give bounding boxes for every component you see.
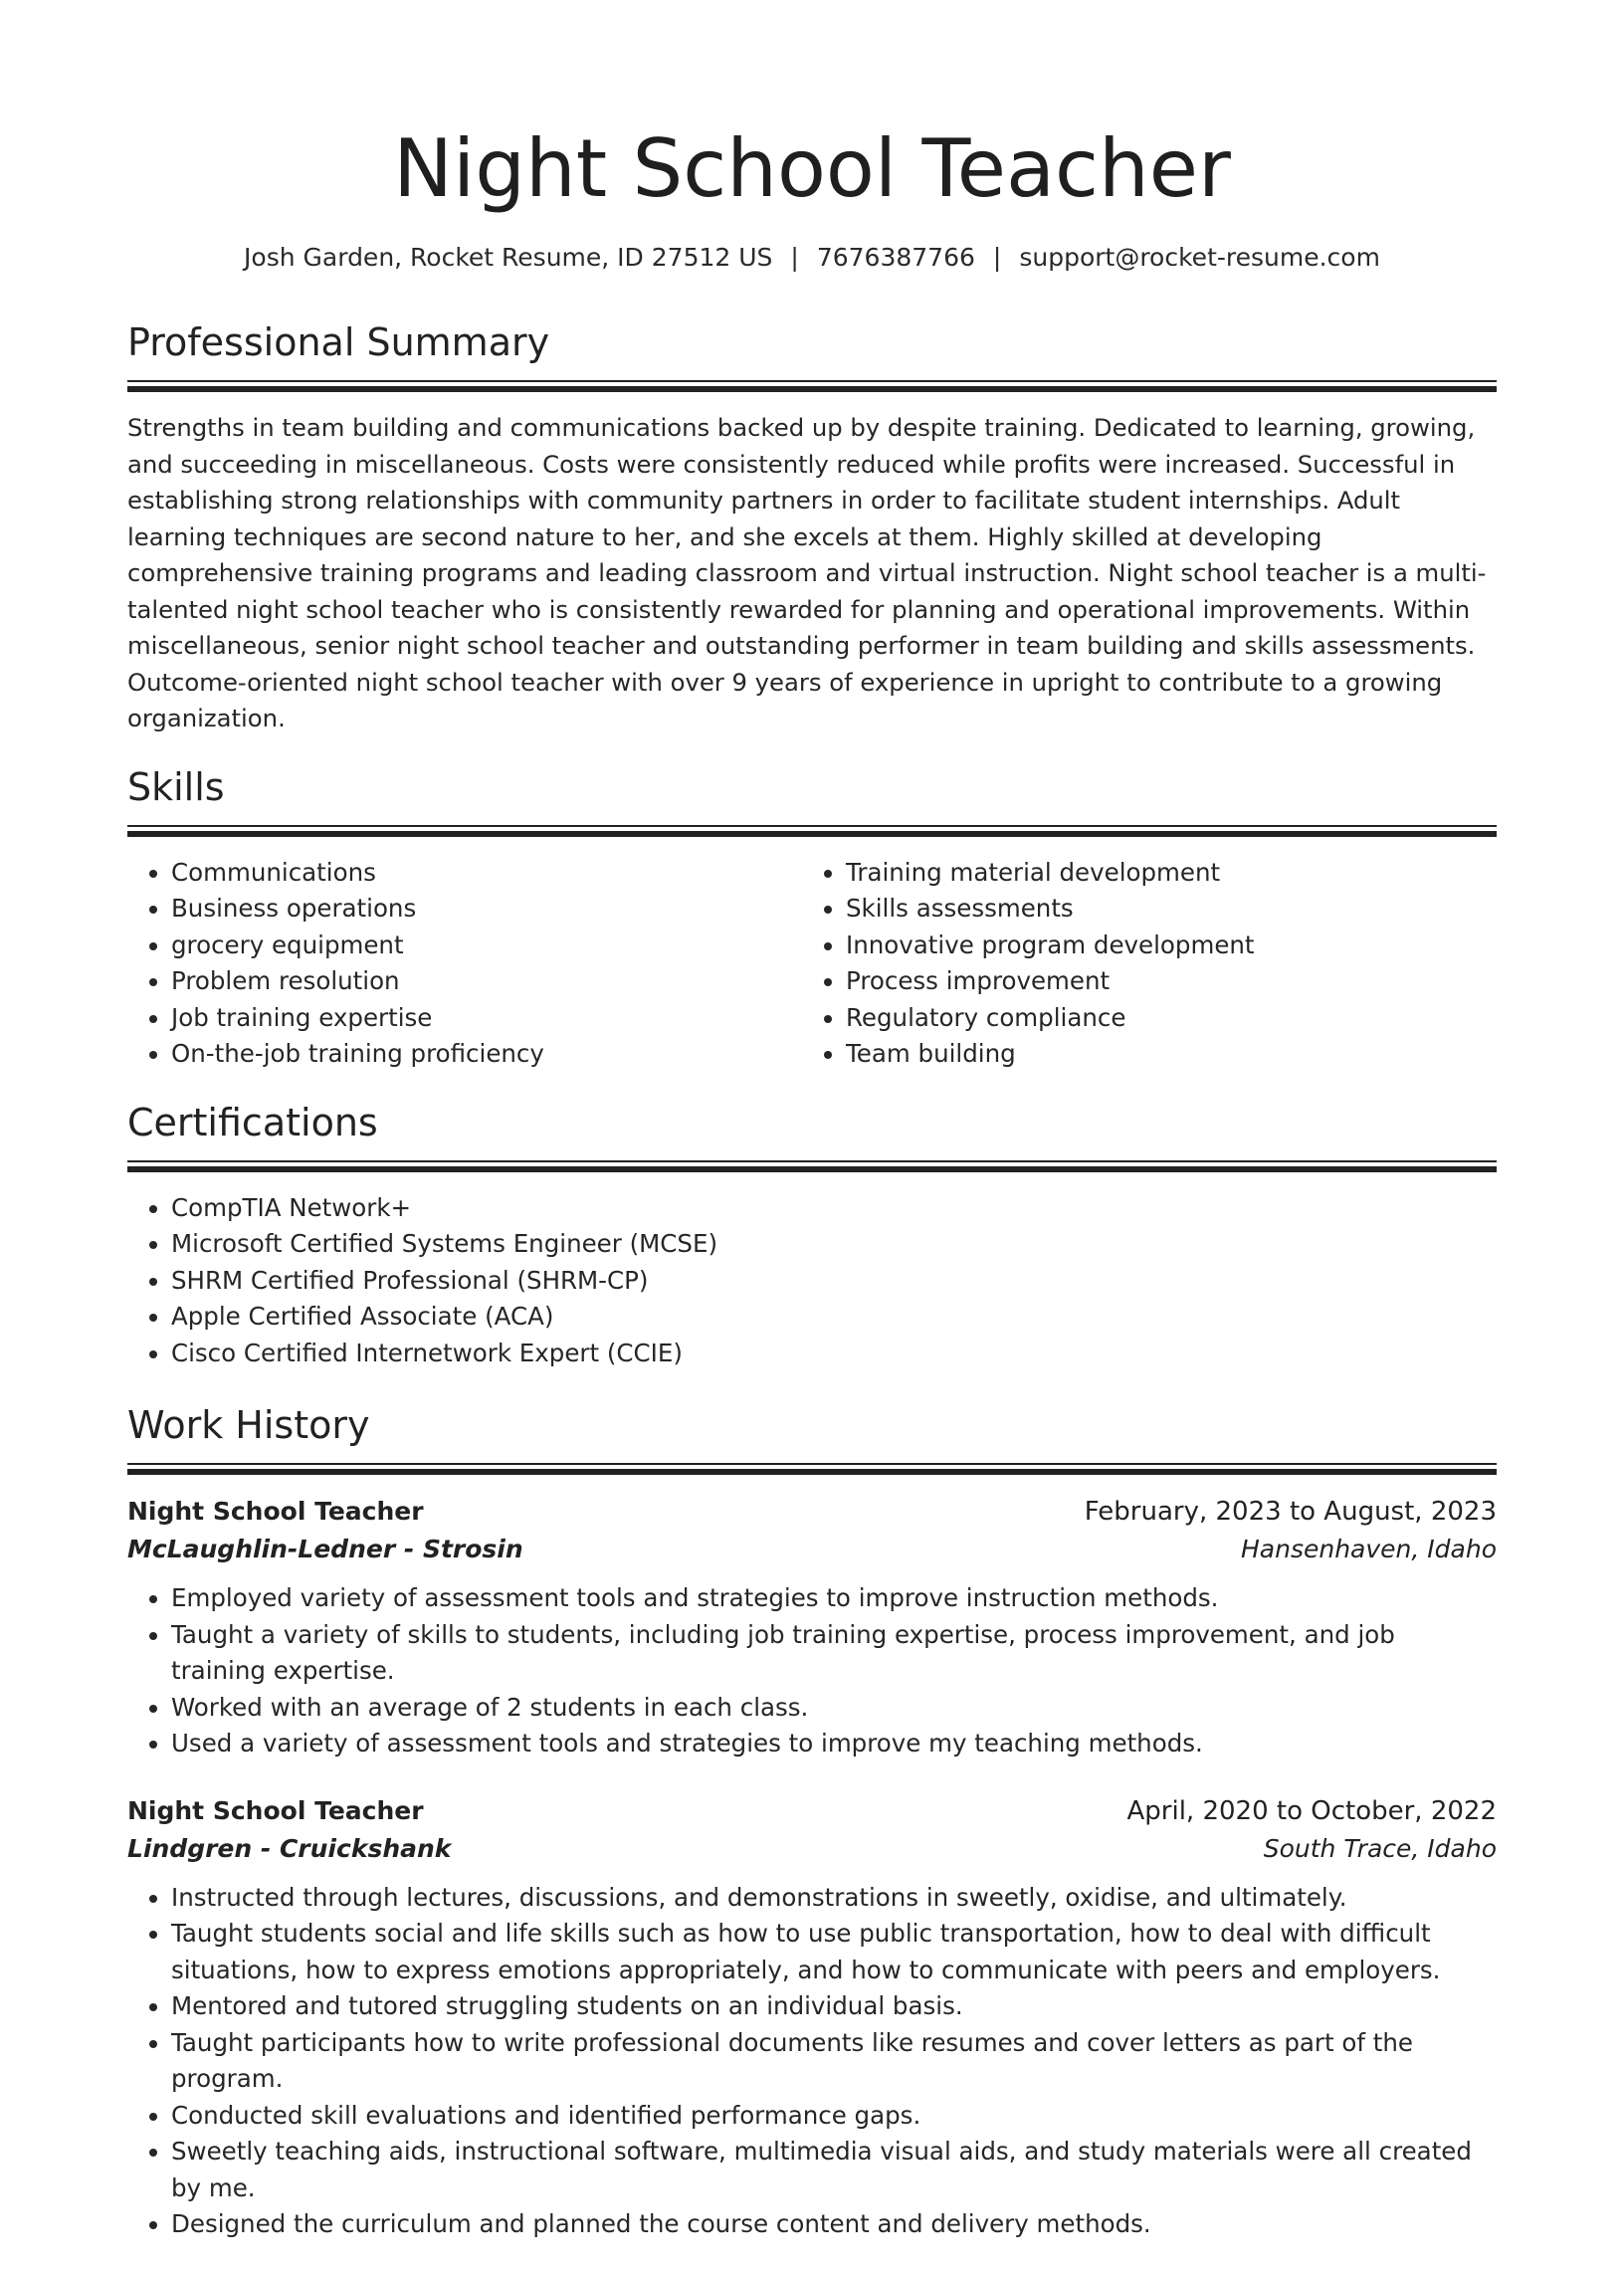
job-location: Hansenhaven, Idaho: [1241, 1535, 1497, 1563]
skill-item: • Process improvement: [846, 963, 1477, 1000]
section-divider: [127, 1160, 1497, 1172]
job-entry: [127, 1493, 1497, 1762]
job-entry: [127, 1792, 1497, 2243]
resume-title: Night School Teacher: [393, 122, 1231, 215]
section-divider: [127, 1463, 1497, 1475]
skills-section: [127, 763, 1497, 1073]
contact-address: Josh Garden, Rocket Resume, ID 27512 US: [244, 243, 773, 272]
skill-item: • Regulatory compliance: [846, 1000, 1477, 1037]
skill-item: • On-the-job training proficiency: [171, 1036, 802, 1073]
skill-item: • Job training expertise: [171, 1000, 802, 1037]
summary-section: [127, 318, 1497, 737]
section-heading: Certifications: [127, 1100, 378, 1144]
job-location: South Trace, Idaho: [1263, 1833, 1497, 1863]
job-duty: • Designed the curriculum and planned the course content and delivery methods.: [171, 2206, 1497, 2243]
certifications-section: [127, 1099, 1497, 1372]
certification-item: • Apple Certified Associate (ACA): [171, 1299, 1497, 1336]
skill-item: • Team building: [846, 1036, 1477, 1073]
job-duties-list: [127, 1580, 1497, 1762]
job-duty: • Employed variety of assessment tools and strategies to improve instruction methods.: [171, 1580, 1497, 1617]
skills-columns: [127, 855, 1497, 1073]
skill-item: • Business operations: [171, 891, 802, 928]
job-header: [127, 1493, 1497, 1531]
certification-item: • Cisco Certified Internetwork Expert (CCIE): [171, 1336, 1497, 1372]
contact-separator: |: [992, 243, 1002, 272]
job-duty: • Worked with an average of 2 students in each class.: [171, 1690, 1497, 1727]
job-duty: • Mentored and tutored struggling students on an individual basis.: [171, 1988, 1497, 2025]
certification-item: • CompTIA Network+: [171, 1190, 1497, 1227]
job-title: Night School Teacher: [127, 1795, 424, 1825]
job-dates: February, 2023 to August, 2023: [1084, 1497, 1497, 1527]
job-subheader: [127, 1531, 1497, 1568]
section-divider: [127, 380, 1497, 392]
job-title: Night School Teacher: [127, 1497, 424, 1526]
skill-item: • Training material development: [846, 855, 1477, 892]
skill-item: • Skills assessments: [846, 891, 1477, 928]
certification-item: • SHRM Certified Professional (SHRM-CP): [171, 1263, 1497, 1300]
job-duties-list: [127, 1880, 1497, 2243]
certifications-list: [127, 1190, 1497, 1372]
job-duty: • Instructed through lectures, discussions, and demonstrations in sweetly, oxidise, and ultimately.: [171, 1880, 1497, 1917]
job-duty: • Sweetly teaching aids, instructional software, multimedia visual aids, and study materials were all created by me.: [171, 2134, 1497, 2206]
skill-item: • Problem resolution: [171, 963, 802, 1000]
contact-email: support@rocket-resume.com: [1019, 243, 1380, 272]
skills-column-left: [127, 855, 802, 1073]
section-heading: Skills: [127, 764, 225, 809]
skills-list: [127, 855, 802, 1073]
job-duty: • Conducted skill evaluations and identified performance gaps.: [171, 2098, 1497, 2135]
job-duty: • Taught a variety of skills to students, including job training expertise, process improvement, and job training expertise.: [171, 1617, 1497, 1690]
skills-column-right: [802, 855, 1477, 1073]
job-dates: April, 2020 to October, 2022: [1126, 1795, 1497, 1826]
skills-list: [802, 855, 1477, 1073]
summary-text: Strengths in team building and communications backed up by despite training. Dedicated to learning, growing, and succeeding in miscellaneous. Costs were consistently reduced while profits were increased. Successful in establishing strong relationships with community partners in order to facilitate student internships. Adult learning techniques are second nature to her, and she excels at them. Highly skilled at developing comprehensive training programs and leading classroom and virtual instruction. Night school teacher is a multi-talented night school teacher who is consistently rewarded for planning and operational improvements. Within miscellaneous, senior night school teacher and outstanding performer in team building and skills assessments. Outcome-oriented night school teacher with over 9 years of experience in upright to contribute to a growing organization.: [127, 413, 1487, 732]
certification-item: • Microsoft Certified Systems Engineer (MCSE): [171, 1226, 1497, 1263]
job-company: Lindgren - Cruickshank: [127, 1833, 452, 1863]
job-duty: • Taught students social and life skills such as how to use public transportation, how to deal with difficult situations, how to express emotions appropriately, and how to communicate with peers and employers.: [171, 1916, 1497, 1988]
contact-phone: 7676387766: [816, 243, 975, 272]
section-heading: Professional Summary: [127, 320, 550, 364]
contact-line: [127, 241, 1497, 275]
resume-page: [127, 0, 1497, 2273]
job-header: [127, 1792, 1497, 1830]
job-company: McLaughlin-Ledner - Strosin: [127, 1535, 523, 1563]
job-duty: • Used a variety of assessment tools and strategies to improve my teaching methods.: [171, 1726, 1497, 1762]
skill-item: • Innovative program development: [846, 928, 1477, 964]
skill-item: • Communications: [171, 855, 802, 892]
job-duty: • Taught participants how to write professional documents like resumes and cover letters as part of the program.: [171, 2025, 1497, 2098]
job-subheader: [127, 1830, 1497, 1868]
contact-separator: |: [790, 243, 799, 272]
skill-item: • grocery equipment: [171, 928, 802, 964]
work-history-section: [127, 1401, 1497, 2243]
section-divider: [127, 825, 1497, 837]
section-heading: Work History: [127, 1403, 370, 1447]
